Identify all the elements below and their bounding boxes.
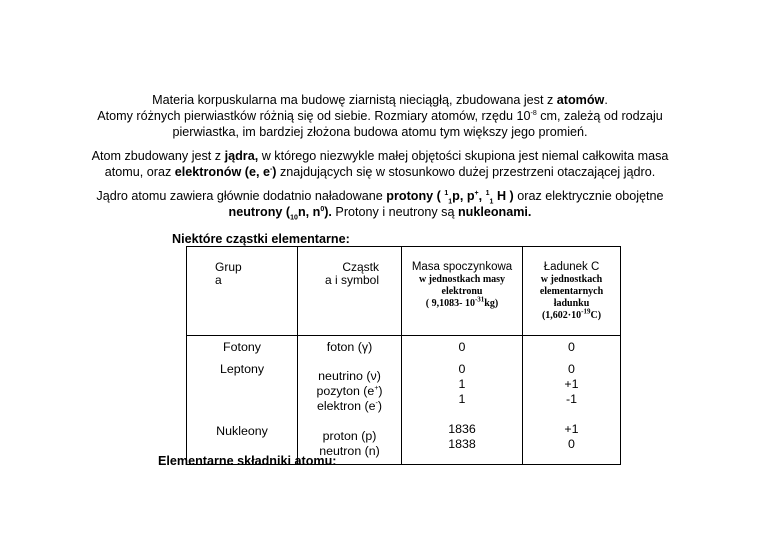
cell-elektron-mass: 1	[458, 392, 466, 406]
header-masa-title: Masa spoczynkowa	[411, 261, 513, 273]
cell-leptony-names	[298, 362, 402, 422]
cell-neutron-name: neutron (n)	[319, 444, 380, 458]
p2-text-3: atomu, oraz	[104, 165, 175, 179]
cell-pozyton-name	[298, 384, 401, 399]
elektronow-bold	[175, 165, 277, 179]
header-masa-line3b: kg)	[484, 298, 499, 309]
protony-text-2: p, p	[452, 189, 475, 203]
intro-paragraph-3	[60, 188, 700, 220]
cell-nukleony-charges	[523, 422, 621, 465]
header-masa-sup: -31	[474, 295, 485, 304]
cell-proton-name: proton (p)	[322, 429, 377, 443]
header-masa-line3	[402, 295, 522, 310]
cell-elektron-name	[298, 399, 401, 414]
cell-leptony-masses	[402, 362, 523, 422]
cell-neutron-mass: 1838	[448, 437, 476, 451]
group-fotony: Fotony	[187, 336, 298, 363]
p1-text: Materia korpuskularna ma budowę ziarnistą nieciągłą, zbudowana jest z	[152, 93, 557, 107]
elektron-sup: -	[269, 165, 273, 173]
protony-text: protony (	[386, 189, 445, 203]
protony-bold	[386, 189, 514, 206]
intro-paragraph-1	[60, 92, 700, 140]
neutron-atomic-num: 0	[294, 214, 298, 222]
header-grupa	[187, 247, 298, 336]
protony-comma: ,	[478, 189, 486, 203]
p1-sizes-text-2: cm, zależą od rodzaju	[536, 109, 663, 123]
header-ladunek	[523, 247, 621, 336]
cell-nukleony-masses	[402, 422, 523, 465]
neutrony-text: neutrony (	[228, 205, 291, 219]
cell-foton-charge: 0	[523, 336, 621, 363]
jadra-bold: jądra,	[224, 149, 259, 163]
cell-neutrino-mass: 0	[458, 362, 466, 376]
cell-leptony-charges	[523, 362, 621, 422]
elektron-sup: -	[375, 399, 378, 407]
particles-table	[186, 246, 621, 465]
header-ladunek-line2: elementarnych	[539, 286, 604, 297]
header-ladunek-line1: w jednostkach	[540, 274, 603, 285]
header-czastka-line2: a i symbol	[324, 273, 379, 287]
header-masa-line2: elektronu	[441, 286, 483, 297]
header-masa-line3a: ( 9,1083- 10	[425, 298, 475, 309]
header-ladunek-line4	[523, 307, 620, 322]
hydrogen-atomic-num: 1	[489, 198, 494, 206]
proton-mass-num: 1	[444, 189, 449, 197]
header-grupa-line2: a	[215, 273, 222, 287]
neutrony-bold	[228, 205, 332, 222]
p3-text-2: oraz elektrycznie obojętne	[513, 189, 664, 203]
proton-charge-sup: +	[474, 189, 479, 197]
header-czastka	[298, 247, 402, 336]
p2-text-2: w którego niezwykle małej objętości skupiona jest niemal całkowita masa	[258, 149, 669, 163]
header-ladunek-sup: -19	[581, 307, 591, 316]
cell-proton-mass: 1836	[448, 422, 476, 436]
intro-paragraph-2	[60, 148, 700, 180]
group-nukleony: Nukleony	[187, 422, 298, 465]
pozyton-text: pozyton (e	[316, 384, 375, 398]
footer-title: Elementarne składniki atomu:	[158, 454, 337, 468]
neutron-zero-sup: 0	[320, 205, 325, 213]
p1-period: .	[604, 93, 608, 107]
table-title: Niektóre cząstki elementarne:	[172, 232, 350, 246]
pozyton-sup: +	[374, 384, 379, 392]
group-leptony: Leptony	[187, 362, 298, 422]
header-ladunek-line4a: (1,602·10	[541, 310, 582, 321]
pozyton-close: )	[378, 384, 383, 398]
p2-text-4: znajdujących się w stosunkowo dużej przestrzeni otaczającej jądro.	[276, 165, 656, 179]
header-czastka-line1: Cząstk	[342, 260, 379, 274]
atomow-bold: atomów	[556, 93, 605, 107]
p1-sizes-text: Atomy różnych pierwiastków różnią się od siebie. Rozmiary atomów, rzędu 10	[97, 109, 531, 123]
table-row-leptony	[187, 362, 621, 422]
cell-proton-charge: +1	[564, 422, 579, 436]
table-header-row	[187, 247, 621, 336]
p3-text-3: Protony i neutrony są	[331, 205, 458, 219]
cell-neutron-charge: 0	[568, 437, 575, 451]
p2-text: Atom zbudowany jest z	[91, 149, 225, 163]
elektronow-text: elektronów (e, e	[174, 165, 270, 179]
elektron-close: )	[377, 399, 383, 413]
cell-elektron-charge: -1	[565, 392, 578, 406]
neutron-mass-num: 1	[290, 214, 295, 222]
neutrony-text-2: n, n	[297, 205, 321, 219]
neutrony-close: ).	[324, 205, 332, 219]
cell-neutrino-charge: 0	[568, 362, 575, 376]
p1-radius-text: pierwiastka, im bardziej złożona budowa atomu tym większy jego promień.	[172, 125, 588, 139]
header-ladunek-title: Ładunek C	[543, 261, 600, 273]
elektron-text: elektron (e	[316, 399, 376, 413]
proton-atomic-num: 1	[448, 198, 453, 206]
header-masa-line1: w jednostkach masy	[418, 274, 506, 285]
table-row-fotony	[187, 336, 621, 363]
nukleonami-bold: nukleonami.	[457, 205, 532, 219]
header-ladunek-line3: ładunku	[553, 298, 590, 309]
hydrogen-mass-num: 1	[485, 189, 490, 197]
elektronow-close: )	[272, 165, 277, 179]
hydrogen-symbol: H )	[493, 189, 514, 203]
cell-pozyton-charge: +1	[564, 377, 579, 391]
cell-foton-name: foton (γ)	[298, 336, 402, 363]
cell-pozyton-mass: 1	[458, 377, 466, 391]
header-ladunek-line4b: C)	[590, 310, 602, 321]
cell-neutrino-name: neutrino (ν)	[318, 369, 381, 383]
header-grupa-line1: Grup	[215, 260, 242, 274]
cell-foton-mass: 0	[402, 336, 523, 363]
p3-text: Jądro atomu zawiera głównie dodatnio naładowane	[96, 189, 387, 203]
header-masa	[402, 247, 523, 336]
exponent: -8	[530, 109, 537, 117]
